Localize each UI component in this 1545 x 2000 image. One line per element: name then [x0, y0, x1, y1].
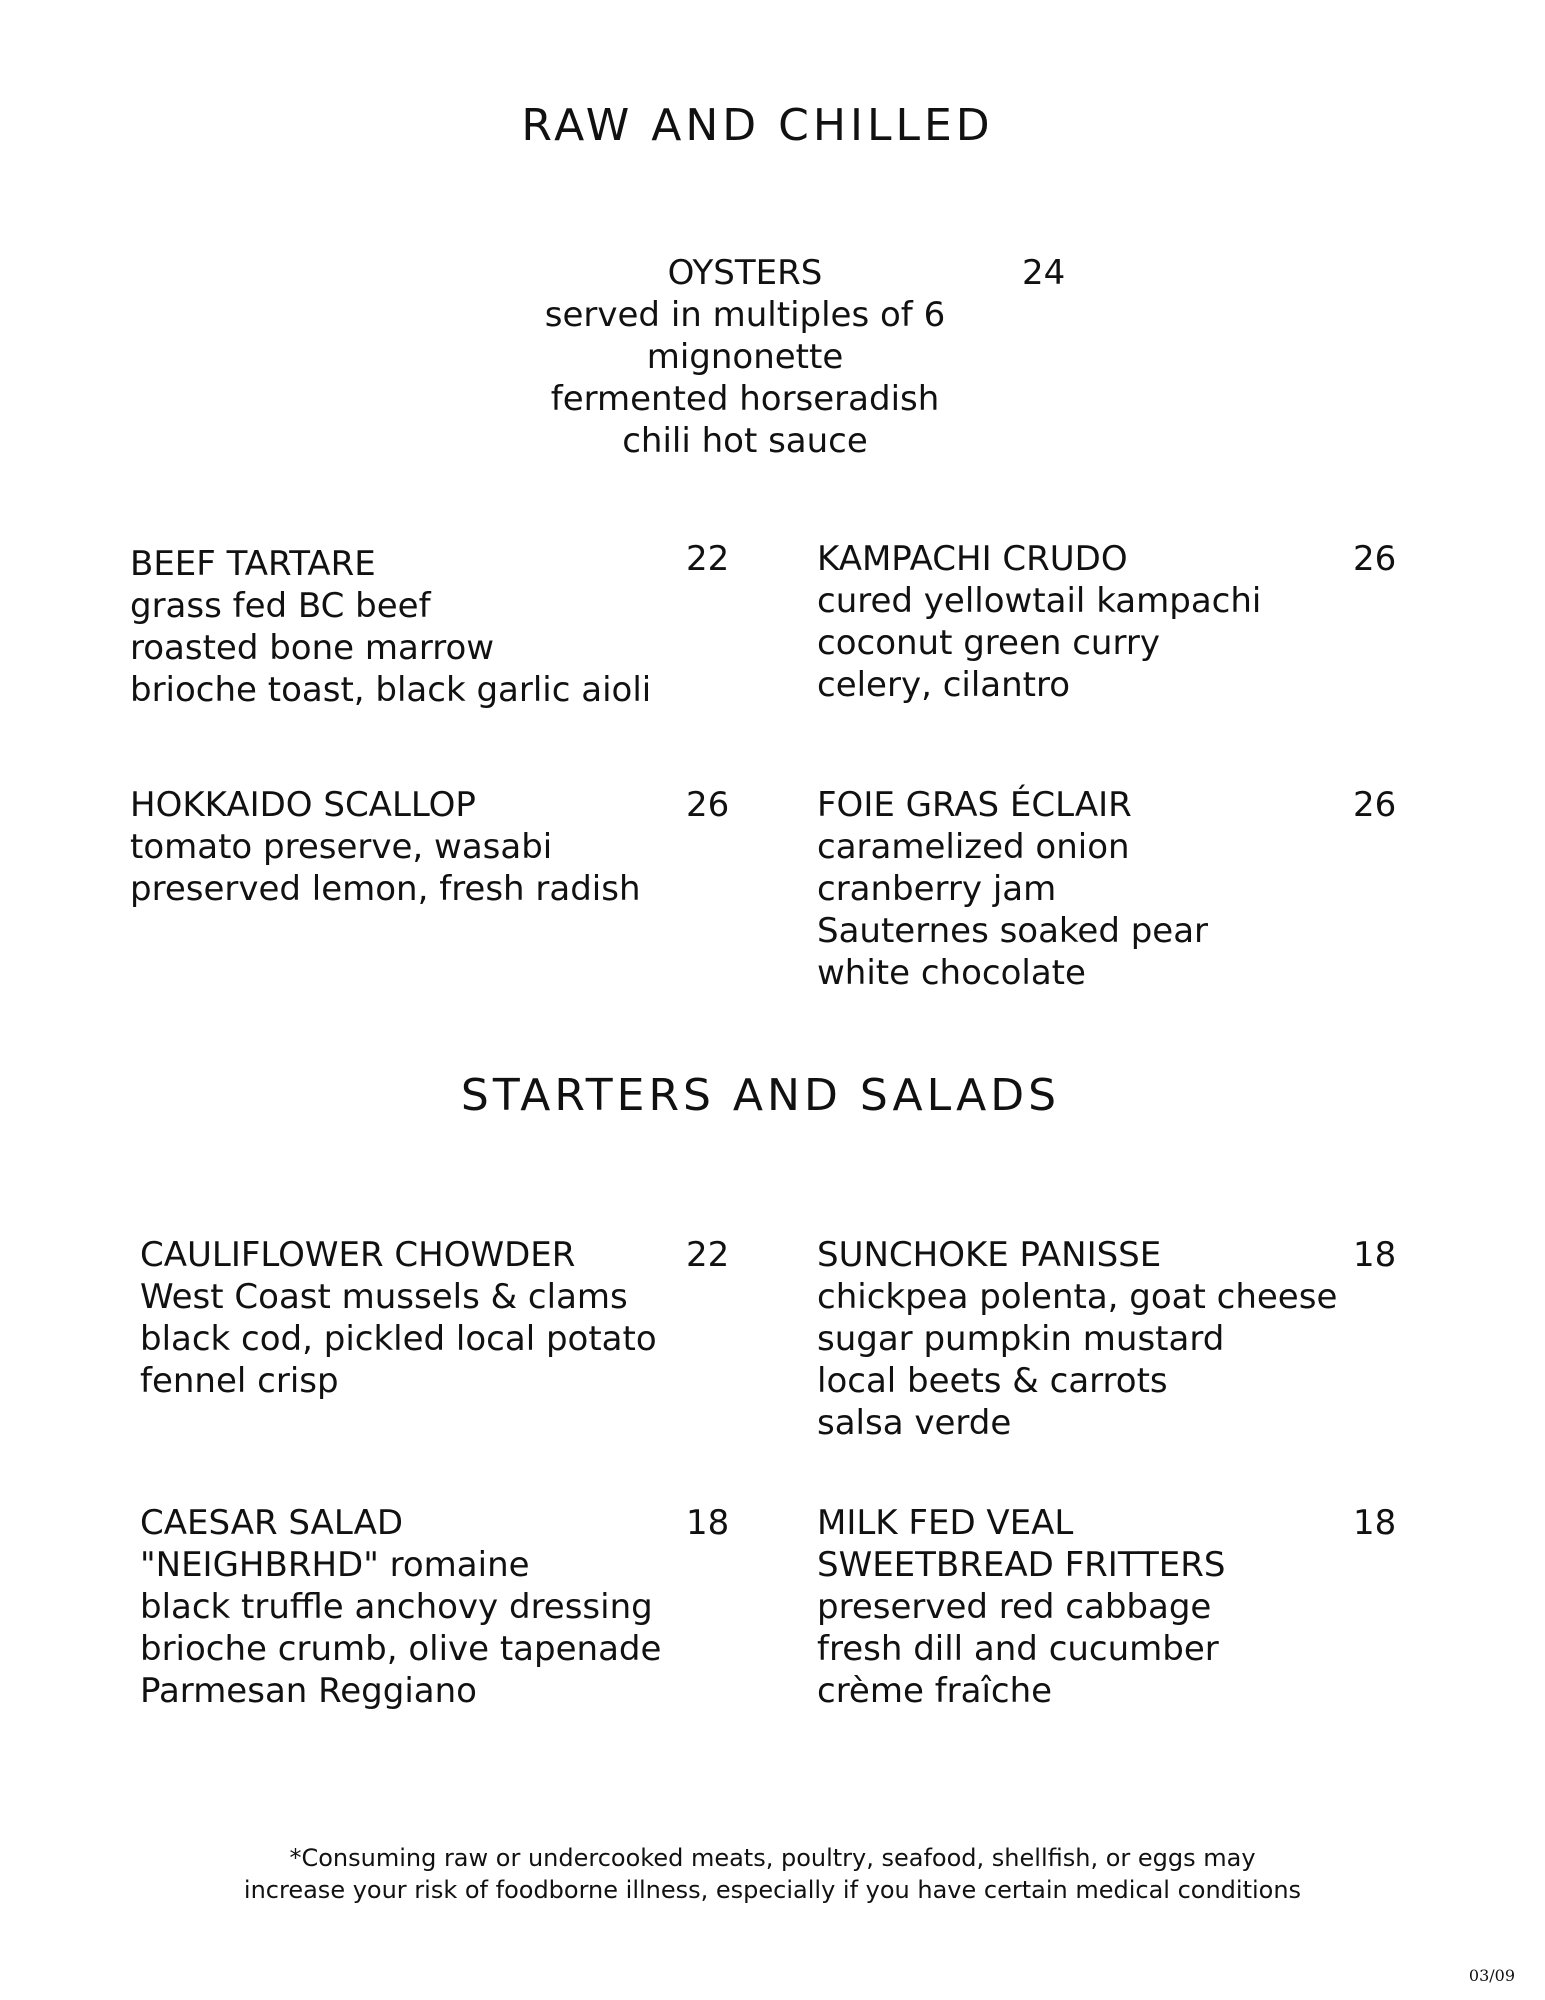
- disclaimer-line: increase your risk of foodborne illness, especially if you have certain medical conditions: [243, 1876, 1302, 1904]
- item-price: 26: [686, 785, 730, 825]
- item-name: KAMPACHI CRUDO: [817, 539, 1128, 579]
- item-description: brioche crumb, olive tapenade: [140, 1629, 662, 1669]
- item-description: celery, cilantro: [817, 665, 1071, 705]
- item-description: chickpea polenta, goat cheese: [817, 1277, 1338, 1317]
- menu-item-sunchoke-panisse: [817, 1234, 1337, 1444]
- menu-item-beef-tartare: [130, 543, 651, 711]
- item-description: coconut green curry: [817, 623, 1160, 663]
- item-name: CAULIFLOWER CHOWDER: [140, 1235, 576, 1275]
- item-description: white chocolate: [817, 953, 1086, 993]
- section-title-starters-and-salads: STARTERS AND SALADS: [460, 1070, 1061, 1121]
- item-description: cranberry jam: [817, 869, 1057, 909]
- item-description: Sauternes soaked pear: [817, 911, 1209, 951]
- menu-item-kampachi-crudo: [817, 538, 1261, 706]
- item-description: served in multiples of 6: [544, 295, 946, 335]
- item-description: West Coast mussels & clams: [140, 1277, 628, 1317]
- menu-item-hokkaido-scallop: [130, 784, 641, 910]
- item-description: fermented horseradish: [550, 379, 940, 419]
- item-description: "NEIGHBRHD" romaine: [140, 1545, 530, 1585]
- item-description: fresh dill and cucumber: [817, 1629, 1219, 1669]
- item-description: local beets & carrots: [817, 1361, 1168, 1401]
- item-price: 24: [1022, 253, 1066, 293]
- item-description: crème fraîche: [817, 1671, 1053, 1711]
- item-description: caramelized onion: [817, 827, 1130, 867]
- item-description: salsa verde: [817, 1403, 1012, 1443]
- item-description: Parmesan Reggiano: [140, 1671, 477, 1711]
- item-name: MILK FED VEAL: [817, 1503, 1074, 1543]
- item-name: SUNCHOKE PANISSE: [817, 1235, 1162, 1275]
- menu-item-caesar-salad: [140, 1502, 661, 1712]
- menu-item-oysters: [0, 252, 1490, 462]
- item-description: preserved lemon, fresh radish: [130, 869, 641, 909]
- item-description: cured yellowtail kampachi: [817, 581, 1262, 621]
- item-name: HOKKAIDO SCALLOP: [130, 785, 476, 825]
- item-price: 26: [1353, 785, 1397, 825]
- menu-item-cauliflower-chowder: [140, 1234, 657, 1402]
- item-description: black cod, pickled local potato: [140, 1319, 657, 1359]
- item-description: sugar pumpkin mustard: [817, 1319, 1225, 1359]
- menu-item-veal-sweetbread-fritters: [817, 1502, 1225, 1712]
- item-description: preserved red cabbage: [817, 1587, 1212, 1627]
- food-safety-disclaimer: [0, 1842, 1545, 1906]
- disclaimer-line: *Consuming raw or undercooked meats, poultry, seafood, shellfish, or eggs may: [289, 1844, 1256, 1872]
- section-title-raw-and-chilled: RAW AND CHILLED: [521, 100, 994, 151]
- item-price: 22: [686, 539, 730, 579]
- item-description: brioche toast, black garlic aioli: [130, 670, 652, 710]
- item-name: OYSTERS: [667, 253, 823, 293]
- item-name: BEEF TARTARE: [130, 544, 376, 584]
- menu-item-foie-gras-eclair: [817, 784, 1208, 994]
- page-number: 03/09: [1468, 1966, 1515, 1985]
- item-price: 22: [686, 1235, 730, 1275]
- item-name: CAESAR SALAD: [140, 1503, 404, 1543]
- item-description: mignonette: [646, 337, 844, 377]
- item-price: 26: [1353, 539, 1397, 579]
- item-description: black truffle anchovy dressing: [140, 1587, 653, 1627]
- item-price: 18: [1353, 1235, 1397, 1275]
- item-price: 18: [1353, 1503, 1397, 1543]
- item-description: roasted bone marrow: [130, 628, 495, 668]
- item-name: FOIE GRAS ÉCLAIR: [817, 785, 1132, 825]
- item-description: chili hot sauce: [622, 421, 868, 461]
- item-description: grass fed BC beef: [130, 586, 431, 626]
- item-description: fennel crisp: [140, 1361, 339, 1401]
- item-price: 18: [686, 1503, 730, 1543]
- item-description: tomato preserve, wasabi: [130, 827, 553, 867]
- item-name-continued: SWEETBREAD FRITTERS: [817, 1545, 1226, 1585]
